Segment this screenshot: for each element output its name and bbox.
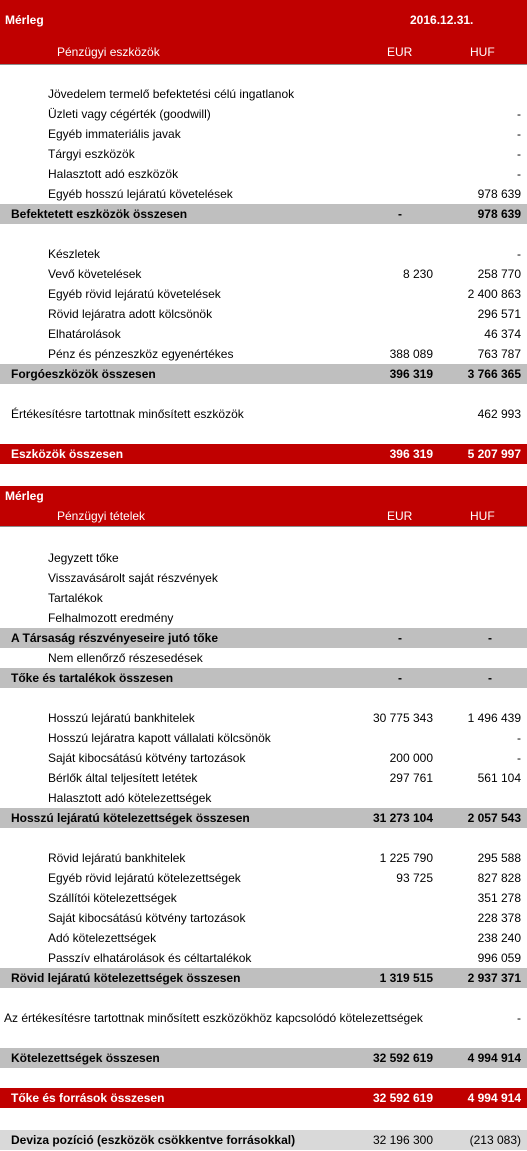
header-divider	[0, 64, 527, 65]
row-label: Saját kibocsátású kötvény tartozások	[48, 911, 246, 925]
table-row	[0, 244, 527, 264]
table-row	[0, 888, 527, 908]
row-huf: 228 378	[477, 911, 521, 925]
liabilities-header	[0, 486, 527, 526]
row-eur: -	[398, 631, 402, 645]
row-label: Rövid lejáratú bankhitelek	[48, 851, 186, 865]
table-row	[0, 144, 527, 164]
table-row	[0, 708, 527, 728]
row-huf: 763 787	[477, 347, 521, 361]
row-label: Üzleti vagy cégérték (goodwill)	[48, 107, 211, 121]
subtotal-row	[0, 628, 527, 648]
col-huf-header: HUF	[470, 509, 495, 523]
row-eur: 388 089	[389, 347, 433, 361]
row-eur: -	[398, 207, 402, 221]
row-huf: 4 994 914	[467, 1091, 521, 1105]
balance-date: 2016.12.31.	[410, 13, 474, 27]
row-eur: 30 775 343	[372, 711, 433, 725]
row-eur: 32 592 619	[372, 1091, 433, 1105]
table-row	[0, 304, 527, 324]
table-row	[0, 324, 527, 344]
table-row	[0, 264, 527, 284]
row-label: Elhatárolások	[48, 327, 121, 341]
row-huf: (213 083)	[469, 1133, 521, 1147]
row-label: Nem ellenőrző részesedések	[48, 651, 203, 665]
row-label: Rövid lejáratra adott kölcsönök	[48, 307, 213, 321]
row-eur: 93 725	[396, 871, 433, 885]
table-row	[0, 344, 527, 364]
row-huf: -	[517, 751, 521, 765]
table-row	[0, 1008, 527, 1028]
row-huf: 561 104	[477, 771, 521, 785]
subtotal-row	[0, 968, 527, 988]
assets-header	[0, 0, 527, 64]
row-label: Vevő követelések	[48, 267, 142, 281]
row-huf: 978 639	[477, 207, 521, 221]
row-label: Az értékesítésre tartottnak minősített eszközökhöz kapcsolódó kötelezettségek	[4, 1011, 423, 1025]
total-row	[0, 1088, 527, 1108]
subtotal-row	[0, 668, 527, 688]
row-label: Forgóeszközök összesen	[11, 367, 156, 381]
row-huf: -	[517, 731, 521, 745]
row-huf: -	[517, 167, 521, 181]
table-row	[0, 184, 527, 204]
row-label: Hosszú lejáratú kötelezettségek összesen	[11, 811, 250, 825]
row-huf: -	[517, 107, 521, 121]
row-eur: 396 319	[389, 367, 433, 381]
row-label: Értékesítésre tartottnak minősített eszközök	[11, 407, 244, 421]
row-label: Jegyzett tőke	[48, 551, 119, 565]
row-label: Eszközök összesen	[11, 447, 124, 461]
table-row	[0, 768, 527, 788]
row-huf: 4 994 914	[467, 1051, 521, 1065]
table-row	[0, 104, 527, 124]
row-label: Passzív elhatárolások és céltartalékok	[48, 951, 252, 965]
row-label: Deviza pozíció (eszközök csökkentve forrásokkal)	[11, 1133, 296, 1147]
row-huf: 996 059	[477, 951, 521, 965]
row-label: Tőke és források összesen	[11, 1091, 165, 1105]
row-label: Egyéb rövid lejáratú követelések	[48, 287, 221, 301]
row-label: Halasztott adó kötelezettségek	[48, 791, 212, 805]
subtotal-row	[0, 1048, 527, 1068]
row-label: Hosszú lejáratú bankhitelek	[48, 711, 195, 725]
subtotal-row	[0, 204, 527, 224]
row-label: Kötelezettségek összesen	[11, 1051, 160, 1065]
row-eur: 32 196 300	[372, 1133, 433, 1147]
row-huf: 5 207 997	[467, 447, 521, 461]
assets-title: Mérleg	[5, 13, 44, 27]
table-row	[0, 84, 527, 104]
row-huf: 2 937 371	[467, 971, 521, 985]
row-huf: 258 770	[477, 267, 521, 281]
col-eur-header: EUR	[387, 45, 413, 59]
row-eur: 32 592 619	[372, 1051, 433, 1065]
row-label: Tartalékok	[48, 591, 103, 605]
row-label: Hosszú lejáratra kapott vállalati kölcsönök	[48, 731, 271, 745]
row-huf: -	[488, 671, 492, 685]
table-row	[0, 728, 527, 748]
row-huf: -	[517, 1011, 521, 1025]
table-row	[0, 404, 527, 424]
table-row	[0, 848, 527, 868]
row-label: Készletek	[48, 247, 101, 261]
col-eur-header: EUR	[387, 509, 413, 523]
row-huf: 295 588	[477, 851, 521, 865]
row-label: Bérlők által teljesített letétek	[48, 771, 198, 785]
table-row	[0, 608, 527, 628]
row-label: Egyéb hosszú lejáratú követelések	[48, 187, 233, 201]
row-huf: 351 278	[477, 891, 521, 905]
row-huf: -	[517, 127, 521, 141]
row-label: A Társaság részvényeseire jutó tőke	[11, 631, 218, 645]
table-row	[0, 928, 527, 948]
row-eur: 8 230	[402, 267, 433, 281]
row-label: Felhalmozott eredmény	[48, 611, 174, 625]
row-huf: -	[517, 147, 521, 161]
liabilities-subtitle: Pénzügyi tételek	[57, 509, 146, 523]
row-eur: 1 319 515	[379, 971, 433, 985]
row-huf: 2 057 543	[467, 811, 521, 825]
row-eur: 396 319	[389, 447, 433, 461]
table-row	[0, 588, 527, 608]
table-row	[0, 948, 527, 968]
row-label: Egyéb immateriális javak	[48, 127, 181, 141]
row-label: Visszavásárolt saját részvények	[48, 571, 218, 585]
row-label: Tőke és tartalékok összesen	[11, 671, 174, 685]
row-eur: 31 273 104	[372, 811, 433, 825]
subtotal-row	[0, 808, 527, 828]
table-row	[0, 788, 527, 808]
table-row	[0, 548, 527, 568]
row-eur: 200 000	[389, 751, 433, 765]
row-eur: -	[398, 671, 402, 685]
row-huf: 1 496 439	[467, 711, 521, 725]
row-label: Rövid lejáratú kötelezettségek összesen	[11, 971, 241, 985]
table-row	[0, 868, 527, 888]
row-huf: -	[488, 631, 492, 645]
row-huf: -	[517, 247, 521, 261]
row-huf: 2 400 863	[467, 287, 521, 301]
table-row	[0, 908, 527, 928]
row-label: Tárgyi eszközök	[48, 147, 135, 161]
table-row	[0, 284, 527, 304]
row-label: Pénz és pénzeszköz egyenértékes	[48, 347, 234, 361]
row-huf: 238 240	[477, 931, 521, 945]
row-label: Adó kötelezettségek	[48, 931, 157, 945]
row-huf: 978 639	[477, 187, 521, 201]
header-divider	[0, 526, 527, 527]
row-huf: 462 993	[477, 407, 521, 421]
table-row	[0, 568, 527, 588]
row-label: Befektetett eszközök összesen	[11, 207, 188, 221]
row-eur: 1 225 790	[379, 851, 433, 865]
subtotal-row	[0, 364, 527, 384]
assets-subtitle: Pénzügyi eszközök	[57, 45, 160, 59]
total-row	[0, 444, 527, 464]
row-label: Szállítói kötelezettségek	[48, 891, 177, 905]
row-huf: 3 766 365	[467, 367, 521, 381]
fx-position-row	[0, 1130, 527, 1150]
table-row	[0, 164, 527, 184]
row-label: Jövedelem termelő befektetési célú ingatlanok	[48, 87, 295, 101]
table-row	[0, 648, 527, 668]
row-label: Egyéb rövid lejáratú kötelezettségek	[48, 871, 241, 885]
row-huf: 296 571	[477, 307, 521, 321]
row-huf: 46 374	[484, 327, 521, 341]
table-row	[0, 748, 527, 768]
liabilities-title: Mérleg	[5, 489, 44, 503]
row-eur: 297 761	[389, 771, 433, 785]
col-huf-header: HUF	[470, 45, 495, 59]
row-label: Saját kibocsátású kötvény tartozások	[48, 751, 246, 765]
row-huf: 827 828	[477, 871, 521, 885]
row-label: Halasztott adó eszközök	[48, 167, 179, 181]
table-row	[0, 124, 527, 144]
